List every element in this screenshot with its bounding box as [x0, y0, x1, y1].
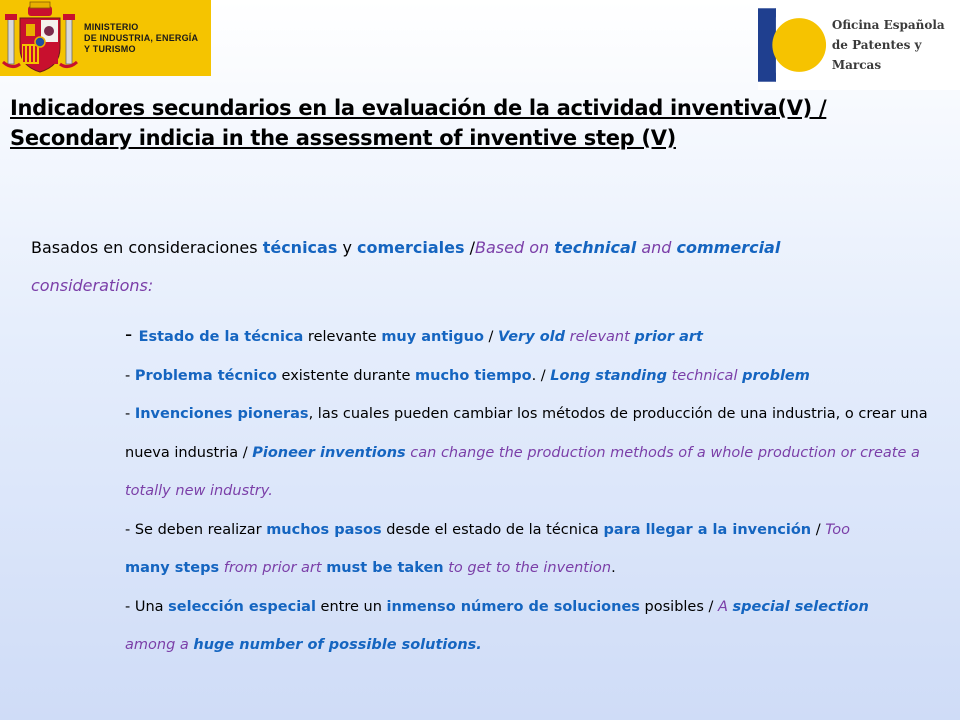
list-text: Very old: [498, 329, 566, 345]
list-text: problem: [742, 367, 810, 384]
list-item: [125, 511, 955, 588]
list-text: Pioneer inventions: [252, 444, 406, 461]
list-text: can change the production methods of a whole production or create a totally new industry.: [125, 444, 920, 499]
list-text: mucho tiempo: [415, 367, 532, 384]
oepm-logo: [758, 0, 960, 90]
title-line-1: Indicadores secundarios en la evaluación de la actividad inventiva(V) /: [10, 96, 827, 120]
intro-considerations: considerations:: [31, 276, 154, 295]
list-text: must be taken: [326, 560, 444, 576]
list-item: [125, 588, 955, 665]
list-text: prior art: [634, 329, 703, 345]
list-item: [125, 357, 955, 396]
intro-text: /: [464, 238, 475, 257]
bullet-dash: -: [125, 322, 139, 346]
list-text: entre un: [315, 598, 387, 615]
title-line-2: Secondary indicia in the assessment of inventive step (V): [10, 126, 676, 150]
list-text: selección especial: [168, 598, 316, 615]
intro-text-en: Based on: [475, 238, 555, 257]
list-text: muy antiguo: [381, 329, 484, 345]
bullet-dash: -: [125, 598, 135, 615]
list-text: /: [811, 521, 826, 538]
list-text: .: [611, 560, 616, 576]
list-text: A: [718, 598, 733, 615]
coat-of-arms-icon: [0, 0, 80, 76]
intro-comerciales: comerciales: [357, 238, 465, 257]
list-text: among a: [125, 637, 194, 653]
intro-tecnicas: técnicas: [262, 238, 338, 257]
list-text: special selection: [732, 598, 869, 615]
list-item: [125, 315, 955, 357]
list-text: Invenciones pioneras: [134, 406, 309, 422]
list-text: relevante: [303, 329, 382, 345]
ministry-name: MINISTERIO DE INDUSTRIA, ENERGÍA Y TURISMO: [84, 21, 199, 54]
list-text: /: [483, 329, 499, 345]
oepm-sun-icon: [758, 0, 828, 90]
list-text: technical: [666, 367, 743, 384]
list-text: . /: [531, 367, 551, 384]
list-text: posibles /: [639, 598, 719, 615]
intro-technical: technical: [554, 238, 637, 257]
list-text: to get to the invention: [443, 560, 612, 576]
intro-text: Basados en consideraciones: [31, 238, 263, 257]
list-text: Long standing: [550, 367, 667, 384]
intro-text-en: and: [636, 238, 677, 257]
list-text: from prior art: [219, 560, 327, 576]
list-text: muchos pasos: [266, 521, 382, 538]
indicia-list: [125, 315, 955, 665]
list-text: Too: [825, 521, 851, 538]
list-text: huge number of possible solutions.: [193, 637, 482, 653]
intro-paragraph: [31, 229, 931, 305]
list-text: existente durante: [276, 367, 416, 384]
intro-commercial: commercial: [676, 238, 781, 257]
bullet-dash: -: [125, 406, 135, 422]
list-text: many steps: [125, 560, 220, 576]
list-text: para llegar a la invención: [603, 521, 812, 538]
list-text: relevant: [565, 329, 635, 345]
bullet-dash: -: [125, 521, 135, 538]
list-text: desde el estado de la técnica: [381, 521, 604, 538]
list-item: [125, 395, 955, 511]
page-title: [10, 93, 950, 153]
list-text: Problema técnico: [134, 367, 277, 384]
list-text: Estado de la técnica: [138, 329, 304, 345]
list-text: Se deben realizar: [134, 521, 267, 538]
ministry-logo: [0, 0, 211, 76]
bullet-dash: -: [125, 367, 135, 384]
list-text: , las cuales pueden cambiar los métodos de producción de una industria, o crear una nueva industria /: [125, 406, 928, 461]
oepm-name: Oficina Española de Patentes y Marcas: [831, 18, 945, 72]
intro-text: y: [337, 238, 357, 257]
list-text: inmenso número de soluciones: [386, 598, 640, 615]
list-text: Una: [134, 598, 169, 615]
